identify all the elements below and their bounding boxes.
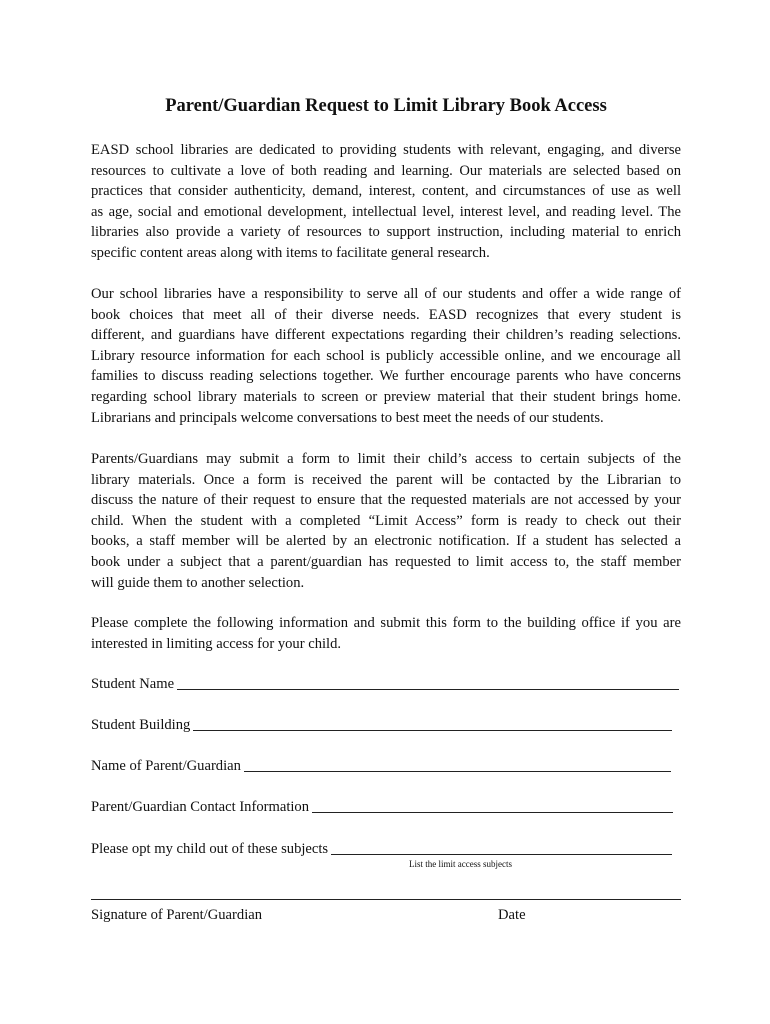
student-name-input[interactable] [177,689,679,690]
intro-paragraph [91,140,681,264]
signature-label: Signature of Parent/Guardian [91,907,263,923]
student-name-label: Student Name [91,676,175,692]
paragraph-line: books, a staff member will be alerted by an electronic notification. If a student has selected a [91,533,681,550]
paragraph-line: library materials. Once a form is received the parent will be contacted by the Librarian to [91,471,681,488]
parent-name-field [91,754,681,776]
signature-line[interactable] [91,899,681,900]
paragraph-line: will guide them to another selection. [91,574,305,591]
page-title: Parent/Guardian Request to Limit Library Book Access [165,96,607,116]
paragraph-line: Parents/Guardians may submit a form to limit their child’s access to certain subjects of the [91,451,681,467]
paragraph-line: discuss the nature of their request to ensure that the requested materials are not accessed by your [91,492,681,509]
student-building-field [91,713,681,735]
instructions-paragraph [91,613,681,654]
paragraph-line: interested in limiting access for your child. [91,635,342,652]
parent-name-input[interactable] [244,771,671,772]
date-label: Date [498,907,526,923]
process-paragraph [91,449,681,593]
paragraph-line: regarding school library materials to screen or preview material that their student brings home. [91,388,681,405]
paragraph-line: different, and guardians have different expectations regarding their children’s reading selections. [91,327,681,344]
student-building-label: Student Building [91,717,191,733]
parent-contact-field [91,795,681,817]
paragraph-line: Library resource information for each school is publicly accessible online, and we encourage all [91,347,681,364]
paragraph-line: practices that consider authenticity, demand, interest, content, and circumstances of use as well [91,183,681,200]
parent-contact-input[interactable] [312,812,673,813]
paragraph-line: resources to cultivate a love of both reading and learning. Our materials are selected based on [91,162,681,179]
paragraph-line: book under a subject that a parent/guardian has requested to limit access to, the staff member [91,553,681,570]
subjects-hint: List the limit access subjects [409,859,512,869]
paragraph-line: libraries also provide a variety of resources to support instruction, including material to enrich [91,224,681,241]
paragraph-line: child. When the student with a completed “Limit Access” form is ready to check out their [91,512,681,529]
student-building-input[interactable] [193,730,672,731]
student-name-field [91,672,681,694]
opt-out-subjects-input[interactable] [331,854,672,855]
paragraph-line: specific content areas along with items to facilitate general research. [91,244,490,261]
opt-out-subjects-label: Please opt my child out of these subjects [91,841,329,857]
paragraph-line: Librarians and principals welcome conversations to best meet the needs of our students. [91,409,604,426]
paragraph-line: Our school libraries have a responsibility to serve all of our students and offer a wide range of [91,286,681,302]
paragraph-line: book choices that meet all of their diverse needs. EASD recognizes that every student is [91,306,681,323]
parent-contact-label: Parent/Guardian Contact Information [91,799,310,815]
responsibility-paragraph [91,284,681,428]
paragraph-line: families to discuss reading selections together. We further encourage parents who have concerns [91,368,681,385]
paragraph-line: Please complete the following information and submit this form to the building office if you are [91,615,681,631]
opt-out-subjects-field [91,837,681,859]
paragraph-line: EASD school libraries are dedicated to providing students with relevant, engaging, and diverse [91,142,681,158]
parent-name-label: Name of Parent/Guardian [91,758,241,774]
paragraph-line: as age, social and emotional development, intellectual level, interest level, and reading level. The [91,203,681,220]
